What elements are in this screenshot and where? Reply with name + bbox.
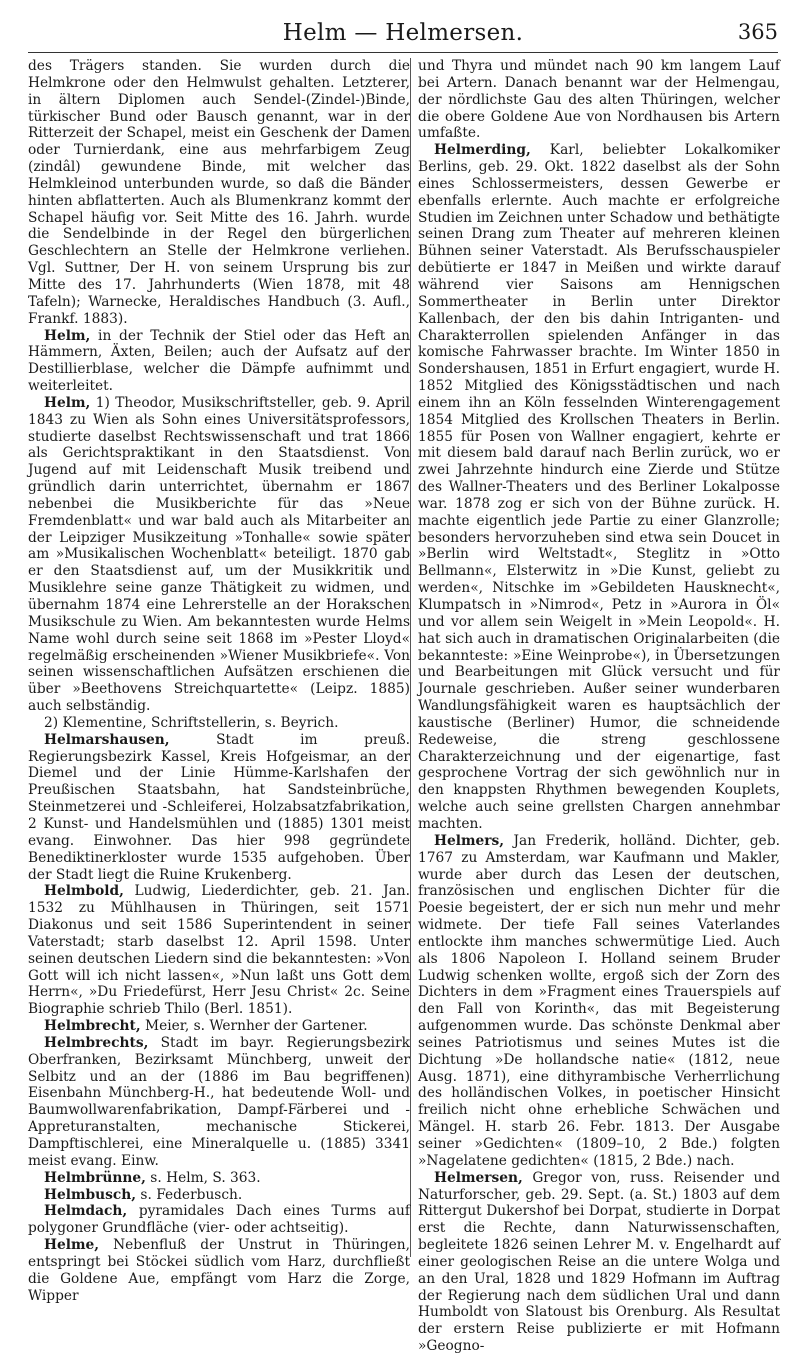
dictionary-entry [418,58,780,142]
right-column [418,58,780,1355]
dictionary-entry [28,1187,410,1204]
running-header [28,16,778,53]
entry-text: des Trägers standen. Sie wurden durch die Helmkrone oder den Helmwulst gehalten. Letzterer, in ältern Diplomen auch Sendel-(Zindel-)Binde, türkischer Bund oder Bausch genannt, war in der Ritterzeit der Schapel, meist ein Geschenk der Damen oder Turnierdank, eine aus mehrfarbigem Zeug (zindâl) gewundene Binde, mit welcher das Helmkleinod unterbunden wurde, so daß die Bänder hinten abflatterten. Auch als Blumenkranz kommt der Schapel häufig vor. Seit Mitte des 16. Jahrh. wurde die Sendelbinde in der Regel den bürgerlichen Geschlechtern an Stelle der Helmkrone verliehen. Vgl. Suttner, Der H. von seinem Ursprung bis zur Mitte des 17. Jahrhunderts (Wien 1878, mit 48 Tafeln); Warnecke, Heraldisches Handbuch (3. Aufl., Frankf. 1883). [28,58,410,327]
entry-text: Gregor von, russ. Reisender und Naturforscher, geb. 29. Sept. (a. St.) 1803 auf dem Rittergut Dukershof bei Dorpat, studierte in Dorpat erst die Rechte, dann Naturwissenschaften, begleitete 1826 seinen Lehrer M. v. Engelhardt auf einer geologischen Reise an die untere Wolga und an den Ural, 1828 und 1829 Hofmann im Auftrag der Regierung nach dem südlichen Ural und dann Humboldt von Slatoust bis Orenburg. Als Resultat der erstern Reise publizierte er mit Hofmann »Geogno- [418,1169,780,1355]
entry-headword: Helm, [44,394,91,411]
dictionary-entry [418,833,780,1170]
entry-text: Stadt im bayr. Regierungsbezirk Oberfranken, Bezirksamt Münchberg, unweit der Selbitz und an der (1886 im Bau begriffenen) Eisenbahn Münchberg-H., hat bedeutende Woll- und Baumwollwarenfabrikation, Dampf-Färberei und -Appreturanstalten, mechanische Stickerei, Dampftischlerei, eine Mineralquelle u. (1885) 3341 meist evang. Einw. [28,1034,410,1169]
entry-text: 1) Theodor, Musikschriftsteller, geb. 9. April 1843 zu Wien als Sohn eines Universitätsprofessors, studierte daselbst Rechtswissenschaft und trat 1866 als Gerichtspraktikant in den Staatsdienst. Von Jugend auf mit Leidenschaft Musik treibend und gründlich darin unterrichtet, übernahm er 1867 nebenbei die Musikberichte für das »Neue Fremdenblatt« und war bald auch als Mitarbeiter an der Leipziger Musikzeitung »Tonhalle« sowie später am »Musikalischen Wochenblatt« beteiligt. 1870 gab er den Staatsdienst auf, um der Musikkritik und Musiklehre seine ganze Thätigkeit zu widmen, und übernahm 1874 eine Lehrerstelle an der Horakschen Musikschule zu Wien. Am bekanntesten wurde Helms Name wohl durch seine seit 1868 im »Pester Lloyd« regelmäßig erscheinenden »Wiener Musikbriefe«. Von seinen wissenschaftlichen Aufsätzen erschienen die über »Beethovens Streichquartette« (Leipz. 1885) auch selbständig. [28,394,410,715]
entry-headword: Helmbusch, [44,1186,137,1203]
entry-text: Nebenfluß der Unstrut in Thüringen, entspringt bei Stöckei südlich vom Harz, durchfließt die Goldene Aue, empfängt vom Harz die Zorge, Wipper [28,1237,410,1304]
entry-text: Ludwig, Liederdichter, geb. 21. Jan. 1532 zu Mühlhausen in Thüringen, seit 1571 Diakonus und seit 1586 Superintendent in seiner Vaterstadt; starb daselbst 12. April 1598. Unter seinen deutschen Liedern sind die bekanntesten: »Von Gott will ich nicht lassen«, »Nun laßt uns Gott dem Herrn«, »Du Friedefürst, Herr Jesu Christ« 2c. Seine Biographie schrieb Thilo (Berl. 1851). [28,883,410,1018]
column-divider [410,58,411,1257]
entry-text: pyramidales Dach eines Turms auf polygoner Grundfläche (vier- oder achtseitig). [28,1203,410,1237]
header-title: Helm — Helmersen. [282,20,524,46]
entry-headword: Helmerding, [434,142,531,159]
dictionary-entry [28,1018,410,1035]
entry-headword: Helmbold, [44,883,124,900]
dictionary-entry [28,1170,410,1187]
dictionary-entry [28,58,410,328]
dictionary-entry [28,883,410,1018]
entry-headword: Helmersen, [434,1169,523,1186]
entry-headword: Helm, [44,327,91,344]
entry-text: Karl, beliebter Lokalkomiker Berlins, geb. 29. Okt. 1822 daselbst als der Sohn eines Schlossermeisters, dessen Gewerbe er ebenfalls erlernte. Auch machte er erfolgreiche Studien im Zeichnen unter Schadow und bethätigte seinen Drang zum Theater auf mehreren kleinen Bühnen seiner Vaterstadt. Als Berufsschauspieler debütierte er 1847 in Meißen und wirkte darauf während vier Saisons am Hennigschen Sommertheater in Berlin unter Direktor Kallenbach, der den bis dahin Intriganten- und Charakterrollen spielenden Anfänger in das komische Fahrwasser brachte. Im Winter 1850 in Sondershausen, 1851 in Erfurt engagiert, wurde H. 1852 Mitglied des Königsstädtischen und nach einem ihn an Köln fesselnden Winterengagement 1854 Mitglied des Krollschen Theaters in Berlin. 1855 für Posen von Wallner engagiert, kehrte er mit diesem bald darauf nach Berlin zurück, wo er zwei Jahrzehnte hindurch eine Zierde und Stütze des Wallner-Theaters und des Berliner Lokalposse war. 1878 zog er sich von der Bühne zurück. H. machte eigentlich jede Partie zu einer Glanzrolle; besonders hervorzuheben sind etwa sein Doucet in »Berlin wird Weltstadt«, Steglitz in »Otto Bellmann«, Elsterwitz in »Die Kunst, geliebt zu werden«, Nitschke im »Gebildeten Hausknecht«, Klumpatsch in »Nimrod«, Petz in »Aurora in Öl« und vor allem sein Weigelt in »Mein Leopold«. H. hat sich auch in dramatischen Originalarbeiten (die bekannteste: »Eine Weinprobe«), in Übersetzungen und Bearbeitungen mit Glück versucht und für Journale geschrieben. Außer seiner wunderbaren Wandlungsfähigkeit waren es hauptsächlich der kaustische (Berliner) Humor, die schneidende Redeweise, die streng geschlossene Charakterzeichnung und der eigenartige, fast gesprochene Vortrag der sich gewöhnlich nur in den knappsten Rhythmen bewegenden Kouplets, welche auch seine grellsten Chargen annehmbar machten. [418,142,781,832]
dictionary-entry [418,142,780,833]
entry-text: s. Helm, S. 363. [150,1169,261,1186]
entry-headword: Helmbrecht, [44,1018,141,1035]
dictionary-entry [28,1203,410,1237]
entry-headword: Helmbrünne, [44,1169,146,1186]
dictionary-entry [28,328,410,395]
left-column [28,58,410,1304]
entry-headword: Helmbrechts, [44,1034,149,1051]
entry-text: Stadt im preuß. Regierungsbezirk Kassel, Kreis Hofgeismar, an der Diemel und der Linie Hümme-Karlshafen der Preußischen Staatsbahn, hat Sandsteinbrüche, Steinmetzerei und -Schleiferei, Holzabsatzfabrikation, 2 Kunst- und Handelsmühlen und (1885) 1301 meist evang. Einwohner. Das hier 998 gegründete Benediktinerkloster wurde 1535 aufgehoben. Über der Stadt liegt die Ruine Krukenberg. [28,731,410,883]
entry-headword: Helme, [44,1237,100,1254]
entry-headword: Helmers, [434,832,505,849]
dictionary-entry [28,395,410,715]
dictionary-entry [28,732,410,884]
dictionary-entry [28,1035,410,1170]
entry-text: 2) Klementine, Schriftstellerin, s. Beyrich. [44,714,339,731]
entry-text: Meier, s. Wernher der Gartener. [145,1018,368,1035]
entry-text: Jan Frederik, holländ. Dichter, geb. 1767 zu Amsterdam, war Kaufmann und Makler, wurde aber durch das Lesen der deutschen, französischen und englischen Dichter für die Poesie begeistert, der er sich nun mehr und mehr widmete. Der tiefe Fall seines Vaterlandes entlockte ihm manches schwermütige Lied. Auch als 1806 Napoleon I. Holland seinem Bruder Ludwig schenken wollte, ergoß sich der Zorn des Dichters in dem »Fragment eines Trauerspiels auf den Fall von Korinth«, das mit Begeisterung aufgenommen wurde. Das schönste Denkmal aber seines Patriotismus und seines Mutes ist die Dichtung »De hollandsche natie« (1812, neue Ausg. 1871), eine dithyrambische Verherrlichung des holländischen Volkes, in poetischer Hinsicht freilich nicht ohne erhebliche Schwächen und Mängel. H. starb 26. Febr. 1813. Der Ausgabe seiner »Gedichten« (1809–10, 2 Bde.) folgten »Nagelatene gedichten« (1815, 2 Bde.) nach. [418,832,780,1169]
dictionary-entry [418,1170,780,1355]
dictionary-entry [28,715,410,732]
dictionary-entry [28,1237,410,1304]
entry-headword: Helmdach, [44,1203,128,1220]
entry-text: s. Federbusch. [140,1186,243,1203]
entry-headword: Helmarshausen, [44,731,170,748]
page-number: 365 [737,20,778,44]
entry-text: und Thyra und mündet nach 90 km langem Lauf bei Artern. Danach benannt war der Helmengau, der nördlichste Gau des alten Thüringen, welcher die obere Goldene Aue von Nordhausen bis Artern umfaßte. [418,58,780,142]
entry-text: in der Technik der Stiel oder das Heft an Hämmern, Äxten, Beilen; auch der Aufsatz auf der Destillierblase, welcher die Dämpfe aufnimmt und weiterleitet. [28,327,410,395]
